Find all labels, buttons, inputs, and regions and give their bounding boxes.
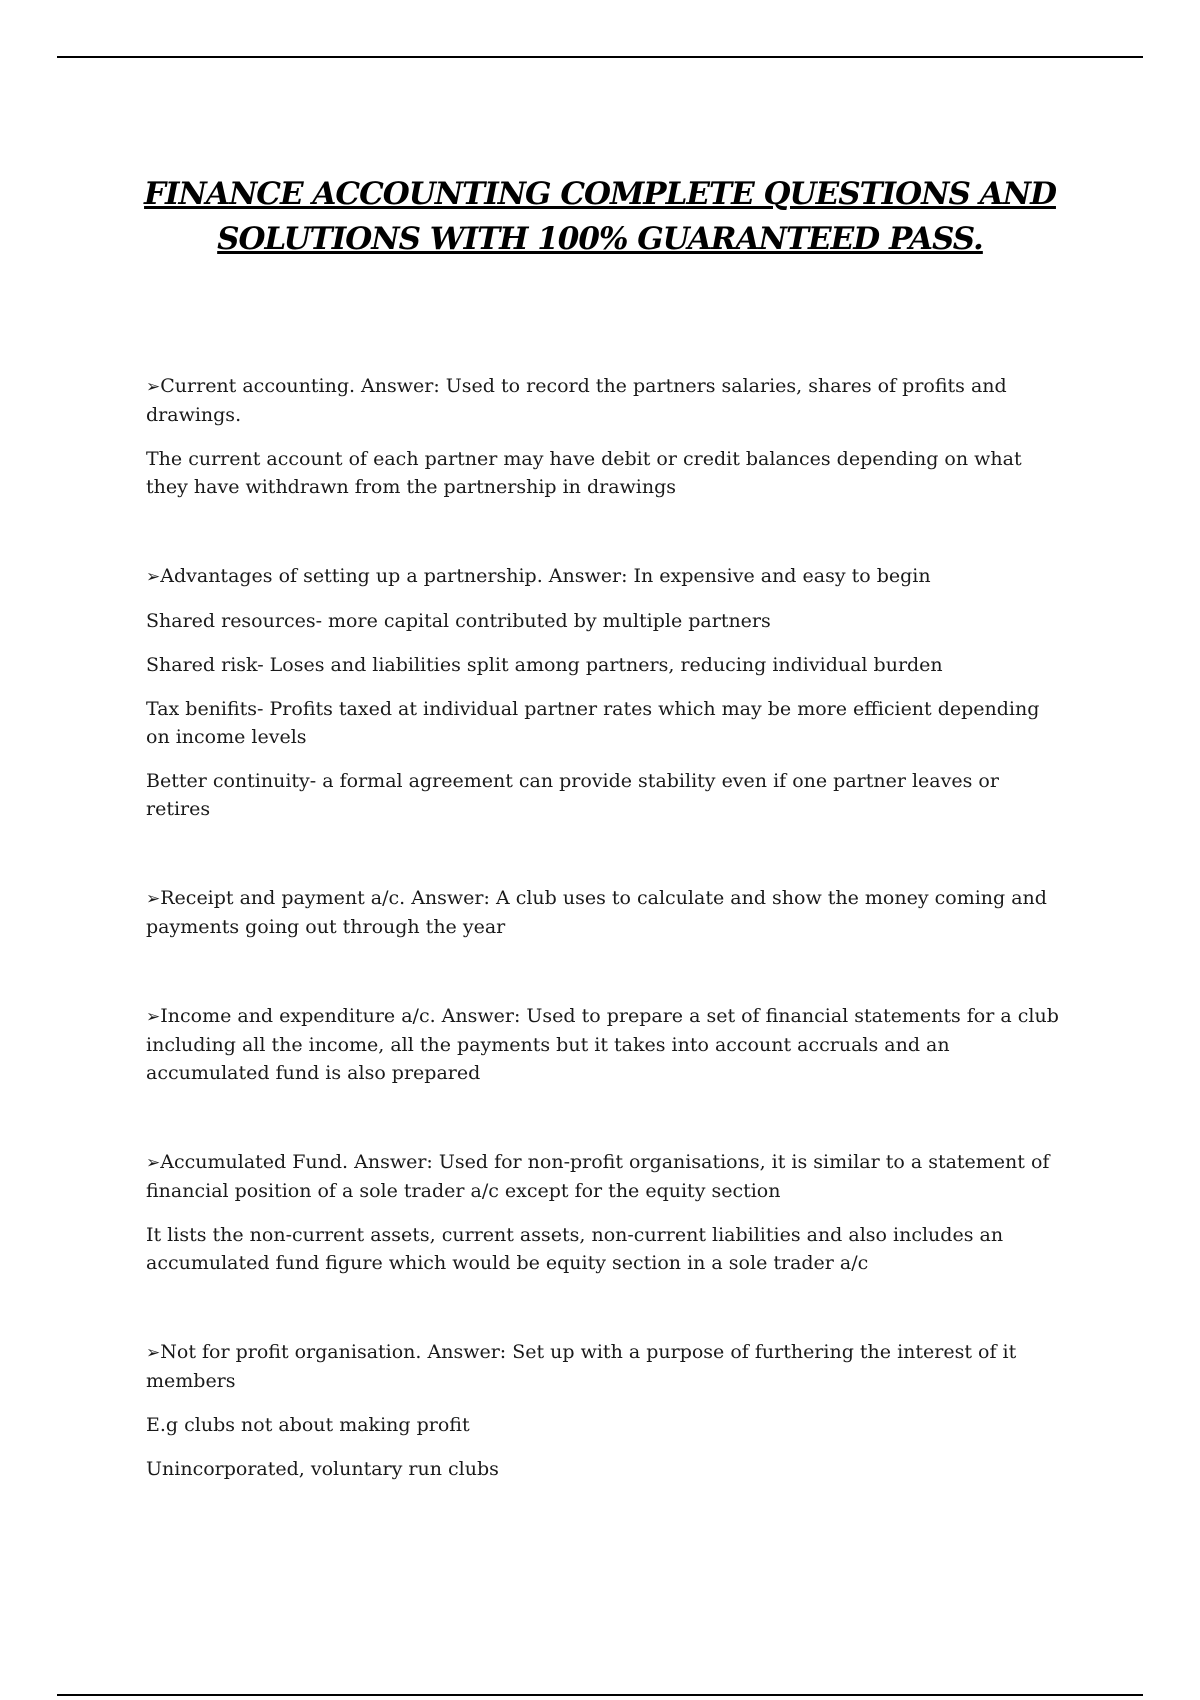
top-rule <box>57 56 1143 58</box>
title-line-2: SOLUTIONS WITH 100% GUARANTEED PASS. <box>217 221 983 257</box>
arrow-bullet-icon: ➢ <box>146 1007 161 1027</box>
qa-entry-current-accounting <box>146 372 1066 501</box>
qa-entry-income-expenditure <box>146 1002 1066 1087</box>
arrow-bullet-icon: ➢ <box>146 377 161 397</box>
detail-line: Shared resources- more capital contributed by multiple partners <box>146 610 771 632</box>
detail-line: The current account of each partner may have debit or credit balances depending on what they have withdrawn from the partnership in drawings <box>146 448 1022 498</box>
detail-line: E.g clubs not about making profit <box>146 1414 470 1436</box>
detail-line: Tax benifits- Profits taxed at individual partner rates which may be more efficient depending on income levels <box>146 698 1040 748</box>
qa-entry-receipt-payment <box>146 884 1066 941</box>
question-text: Not for profit organisation. Answer: Set up with a purpose of furthering the interest of it members <box>146 1341 1017 1392</box>
document-title <box>80 172 1120 262</box>
qa-list <box>146 372 1066 1544</box>
question-text: Advantages of setting up a partnership. Answer: In expensive and easy to begin <box>160 565 931 587</box>
qa-entry-accumulated-fund <box>146 1148 1066 1277</box>
bottom-rule <box>57 1694 1143 1696</box>
question <box>146 884 1066 941</box>
question-text: Current accounting. Answer: Used to record the partners salaries, shares of profits and drawings. <box>146 375 1007 426</box>
question <box>146 1338 1066 1395</box>
question <box>146 1002 1066 1087</box>
question-text: Income and expenditure a/c. Answer: Used to prepare a set of financial statements for a club including all the income, all the payments but it takes into account accruals and an accumulated fund is also prepared <box>146 1005 1059 1084</box>
question-text: Receipt and payment a/c. Answer: A club uses to calculate and show the money coming and payments going out through the year <box>146 887 1047 938</box>
arrow-bullet-icon: ➢ <box>146 567 161 587</box>
detail-line: Shared risk- Loses and liabilities split among partners, reducing individual burden <box>146 654 943 676</box>
detail-line: Unincorporated, voluntary run clubs <box>146 1458 499 1480</box>
question <box>146 372 1066 429</box>
question <box>146 1148 1066 1205</box>
arrow-bullet-icon: ➢ <box>146 1153 161 1173</box>
title-line-1: FINANCE ACCOUNTING COMPLETE QUESTIONS AND <box>144 176 1056 212</box>
detail-line: Better continuity- a formal agreement can provide stability even if one partner leaves or retires <box>146 770 999 820</box>
arrow-bullet-icon: ➢ <box>146 1343 161 1363</box>
qa-entry-not-for-profit <box>146 1338 1066 1483</box>
question-text: Accumulated Fund. Answer: Used for non-profit organisations, it is similar to a statement of financial position of a sole trader a/c except for the equity section <box>146 1151 1050 1202</box>
detail-line: It lists the non-current assets, current assets, non-current liabilities and also includes an accumulated fund figure which would be equity section in a sole trader a/c <box>146 1224 1004 1274</box>
arrow-bullet-icon: ➢ <box>146 889 161 909</box>
question <box>146 562 1066 591</box>
qa-entry-partnership-advantages <box>146 562 1066 823</box>
